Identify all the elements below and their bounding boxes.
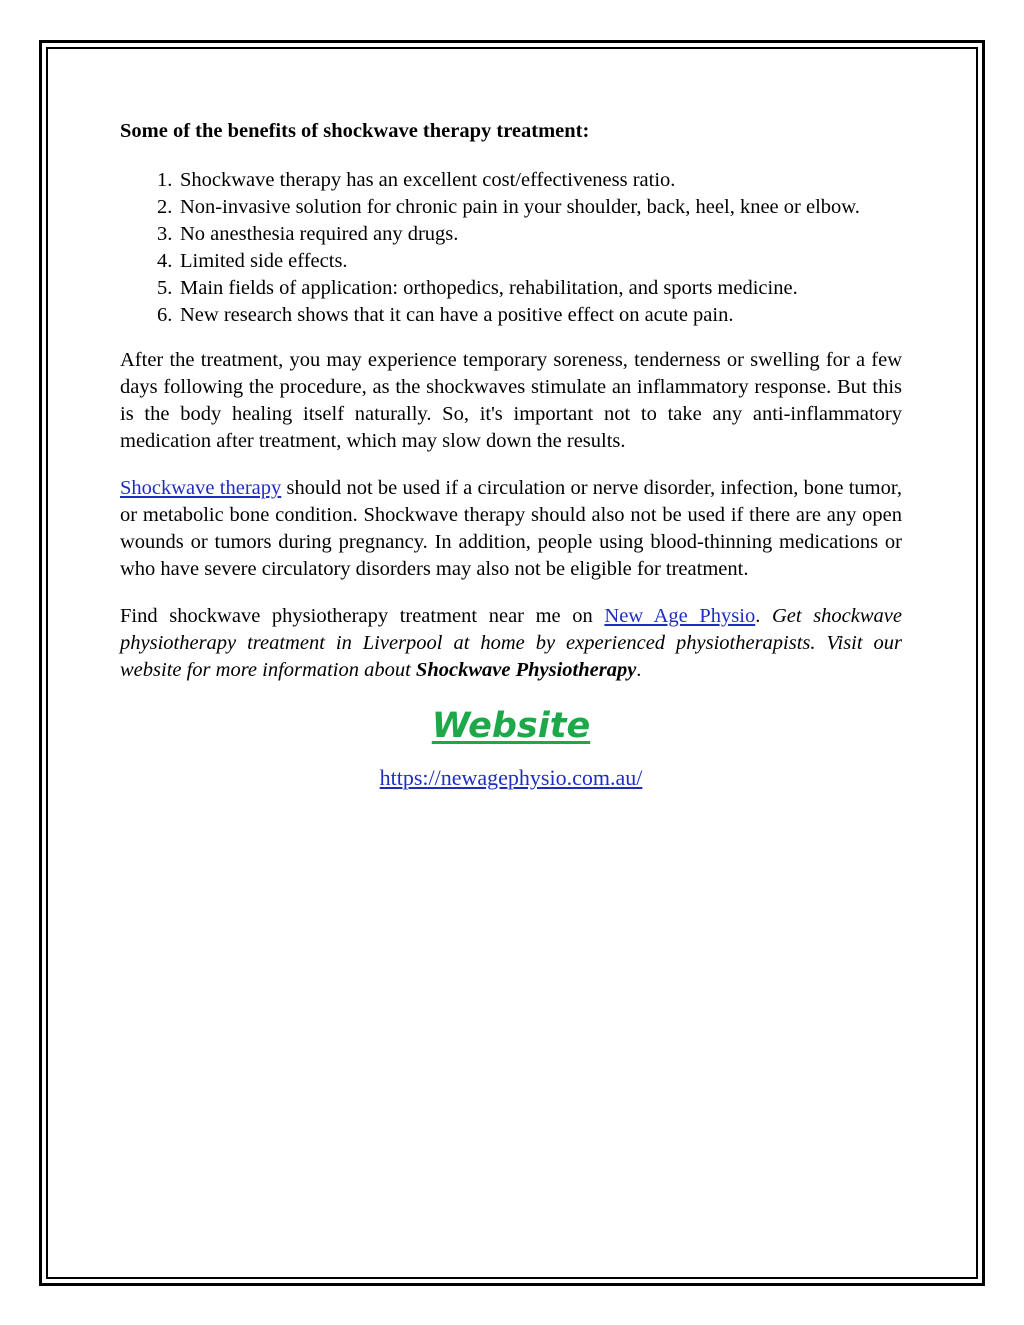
- new-age-physio-link[interactable]: New Age Physio: [604, 605, 756, 627]
- list-item-text: Limited side effects.: [180, 250, 348, 272]
- list-item: [120, 302, 902, 329]
- find-treatment-paragraph: [120, 603, 902, 684]
- list-item-text: Shockwave therapy has an excellent cost/effectiveness ratio.: [180, 169, 676, 191]
- find-italic-text: Get shockwave physiotherapy treatment in Liverpool at home by experienced physiotherapists. Visit our website for more information about: [120, 605, 903, 681]
- list-item-number: 2.: [157, 196, 173, 218]
- website-heading-text: Website: [431, 706, 591, 746]
- website-url-line: [120, 764, 902, 792]
- list-item-text: Main fields of application: orthopedics, rehabilitation, and sports medicine.: [180, 277, 798, 299]
- list-item: [120, 194, 902, 221]
- find-end-text: .: [636, 659, 642, 681]
- shockwave-therapy-link[interactable]: Shockwave therapy: [120, 477, 282, 499]
- benefits-list: [120, 167, 902, 329]
- website-url-link[interactable]: https://newagephysio.com.au/: [379, 765, 643, 790]
- find-lead-text: Find shockwave physiotherapy treatment near me on: [120, 605, 605, 627]
- list-item: [120, 167, 902, 194]
- list-item-number: 5.: [157, 277, 173, 299]
- list-item: [120, 221, 902, 248]
- list-item-number: 4.: [157, 250, 173, 272]
- list-item-number: 6.: [157, 304, 173, 326]
- find-after-link-text: .: [755, 605, 772, 627]
- list-item: [120, 248, 902, 275]
- list-item-text: New research shows that it can have a positive effect on acute pain.: [180, 304, 734, 326]
- contraindications-paragraph: [120, 475, 902, 583]
- shockwave-physiotherapy-emphasis: Shockwave Physiotherapy: [415, 659, 637, 681]
- list-item-text: No anesthesia required any drugs.: [180, 223, 459, 245]
- list-item-text: Non-invasive solution for chronic pain in your shoulder, back, heel, knee or elbow.: [180, 196, 860, 218]
- contraindications-text: should not be used if a circulation or nerve disorder, infection, bone tumor, or metabolic bone condition. Shockwave therapy should also not be used if there are any open wounds or tumors during pregnancy. In addition, people using blood-thinning medications or who have severe circulatory disorders may also not be eligible for treatment.: [120, 477, 902, 580]
- list-item-number: 1.: [157, 169, 173, 191]
- list-item: [120, 275, 902, 302]
- website-heading: [120, 704, 902, 748]
- document-body: [120, 118, 902, 792]
- list-item-number: 3.: [157, 223, 173, 245]
- after-treatment-paragraph: After the treatment, you may experience temporary soreness, tenderness or swelling for a few days following the procedure, as the shockwaves stimulate an inflammatory response. But this is the body healing itself naturally. So, it's important not to take any anti-inflammatory medication after treatment, which may slow down the results.: [120, 349, 902, 452]
- benefits-heading: Some of the benefits of shockwave therapy treatment:: [120, 120, 590, 142]
